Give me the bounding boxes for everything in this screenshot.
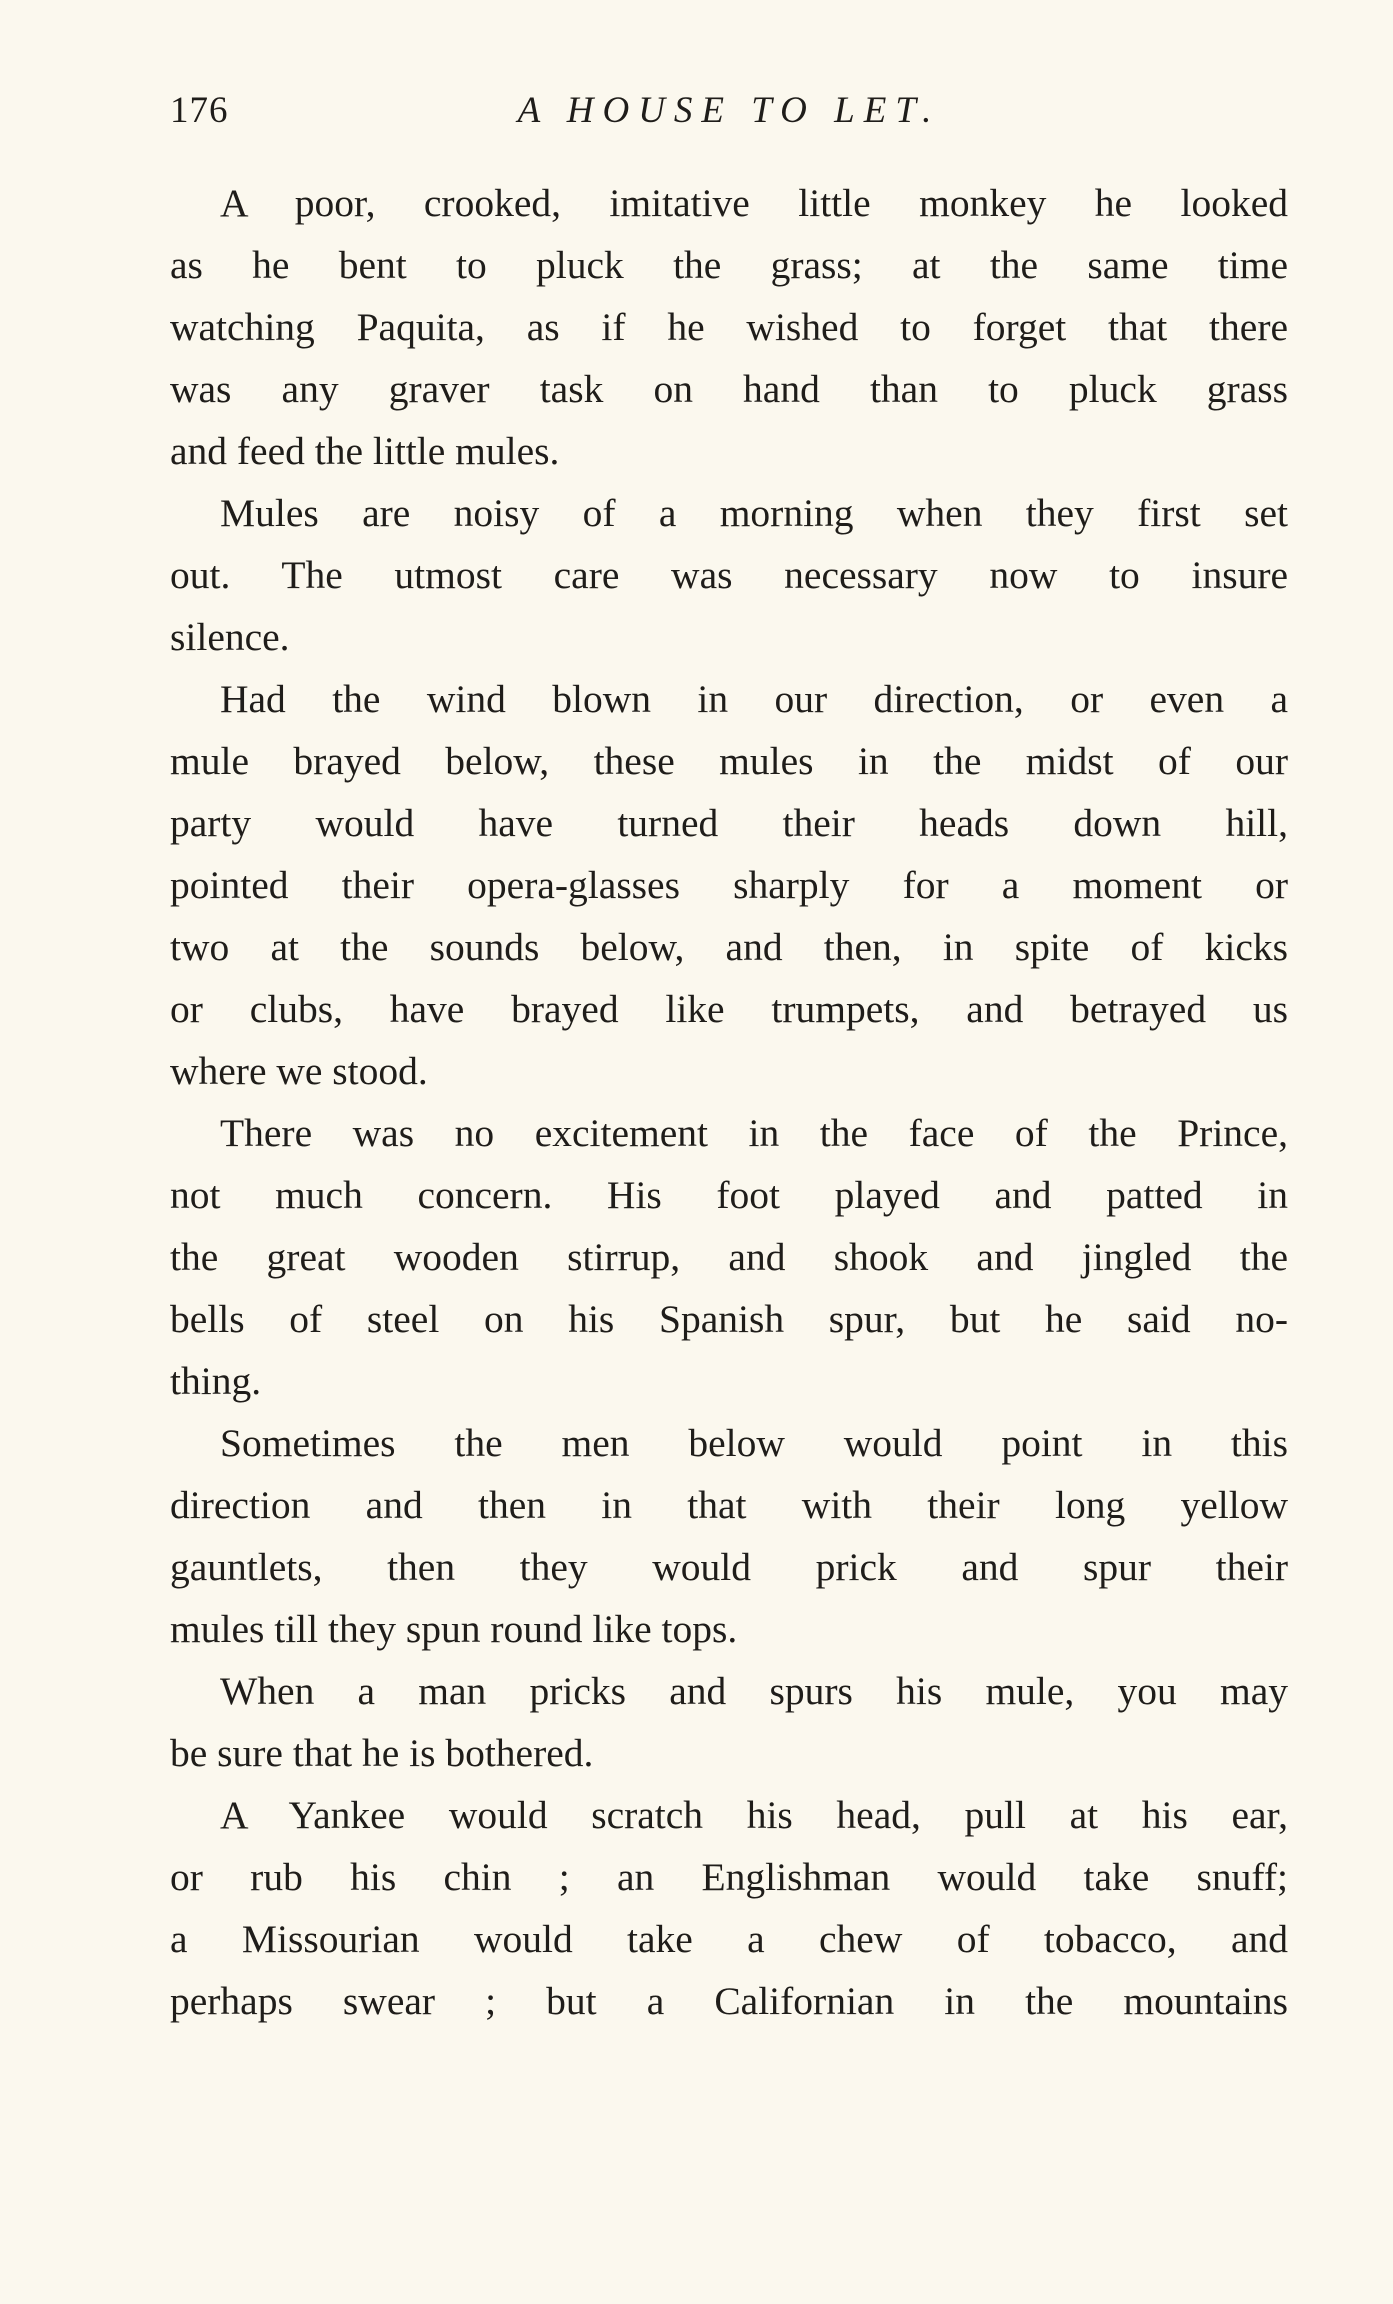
text-line: where we stood. (170, 1049, 428, 1093)
text-line: thing. (170, 1359, 262, 1403)
text-line: out. The utmost care was necessary now to insure (170, 553, 1288, 597)
text-line: a Missourian would take a chew of tobacco, and (170, 1917, 1288, 1961)
text-line: or clubs, have brayed like trumpets, and betrayed us (170, 987, 1288, 1031)
text-line: bells of steel on his Spanish spur, but he said no- (170, 1297, 1288, 1341)
text-line: A Yankee would scratch his head, pull at his ear, (220, 1793, 1288, 1837)
text-line: A poor, crooked, imitative little monkey he looked (220, 181, 1288, 225)
text-line: gauntlets, then they would prick and spur their (170, 1545, 1288, 1589)
text-line: silence. (170, 615, 290, 659)
text-line: two at the sounds below, and then, in spite of kicks (170, 925, 1288, 969)
text-line: mules till they spun round like tops. (170, 1607, 738, 1651)
text-line: or rub his chin ; an Englishman would take snuff; (170, 1855, 1288, 1899)
text-line: watching Paquita, as if he wished to forget that there (170, 305, 1288, 349)
running-head (170, 86, 1288, 136)
text-line: as he bent to pluck the grass; at the same time (170, 243, 1288, 287)
page-number: 176 (170, 90, 229, 131)
text-line: mule brayed below, these mules in the midst of our (170, 739, 1288, 783)
text-line: There was no excitement in the face of the Prince, (220, 1111, 1288, 1155)
text-line: party would have turned their heads down hill, (170, 801, 1288, 845)
text-line: not much concern. His foot played and patted in (170, 1173, 1288, 1217)
text-line: Mules are noisy of a morning when they first set (220, 491, 1288, 535)
text-line: the great wooden stirrup, and shook and jingled the (170, 1235, 1288, 1279)
text-line: perhaps swear ; but a Californian in the mountains (170, 1979, 1288, 2023)
text-line: and feed the little mules. (170, 429, 560, 473)
text-line: be sure that he is bothered. (170, 1731, 594, 1775)
text-line: was any graver task on hand than to pluck grass (170, 367, 1288, 411)
text-line: Sometimes the men below would point in this (220, 1421, 1288, 1465)
text-line: pointed their opera-glasses sharply for a moment or (170, 863, 1288, 907)
text-line: When a man pricks and spurs his mule, you may (220, 1669, 1288, 1713)
text-line: direction and then in that with their long yellow (170, 1483, 1288, 1527)
text-line: Had the wind blown in our direction, or even a (220, 677, 1288, 721)
body-text (170, 172, 1288, 2032)
running-title: A HOUSE TO LET. (517, 90, 941, 131)
